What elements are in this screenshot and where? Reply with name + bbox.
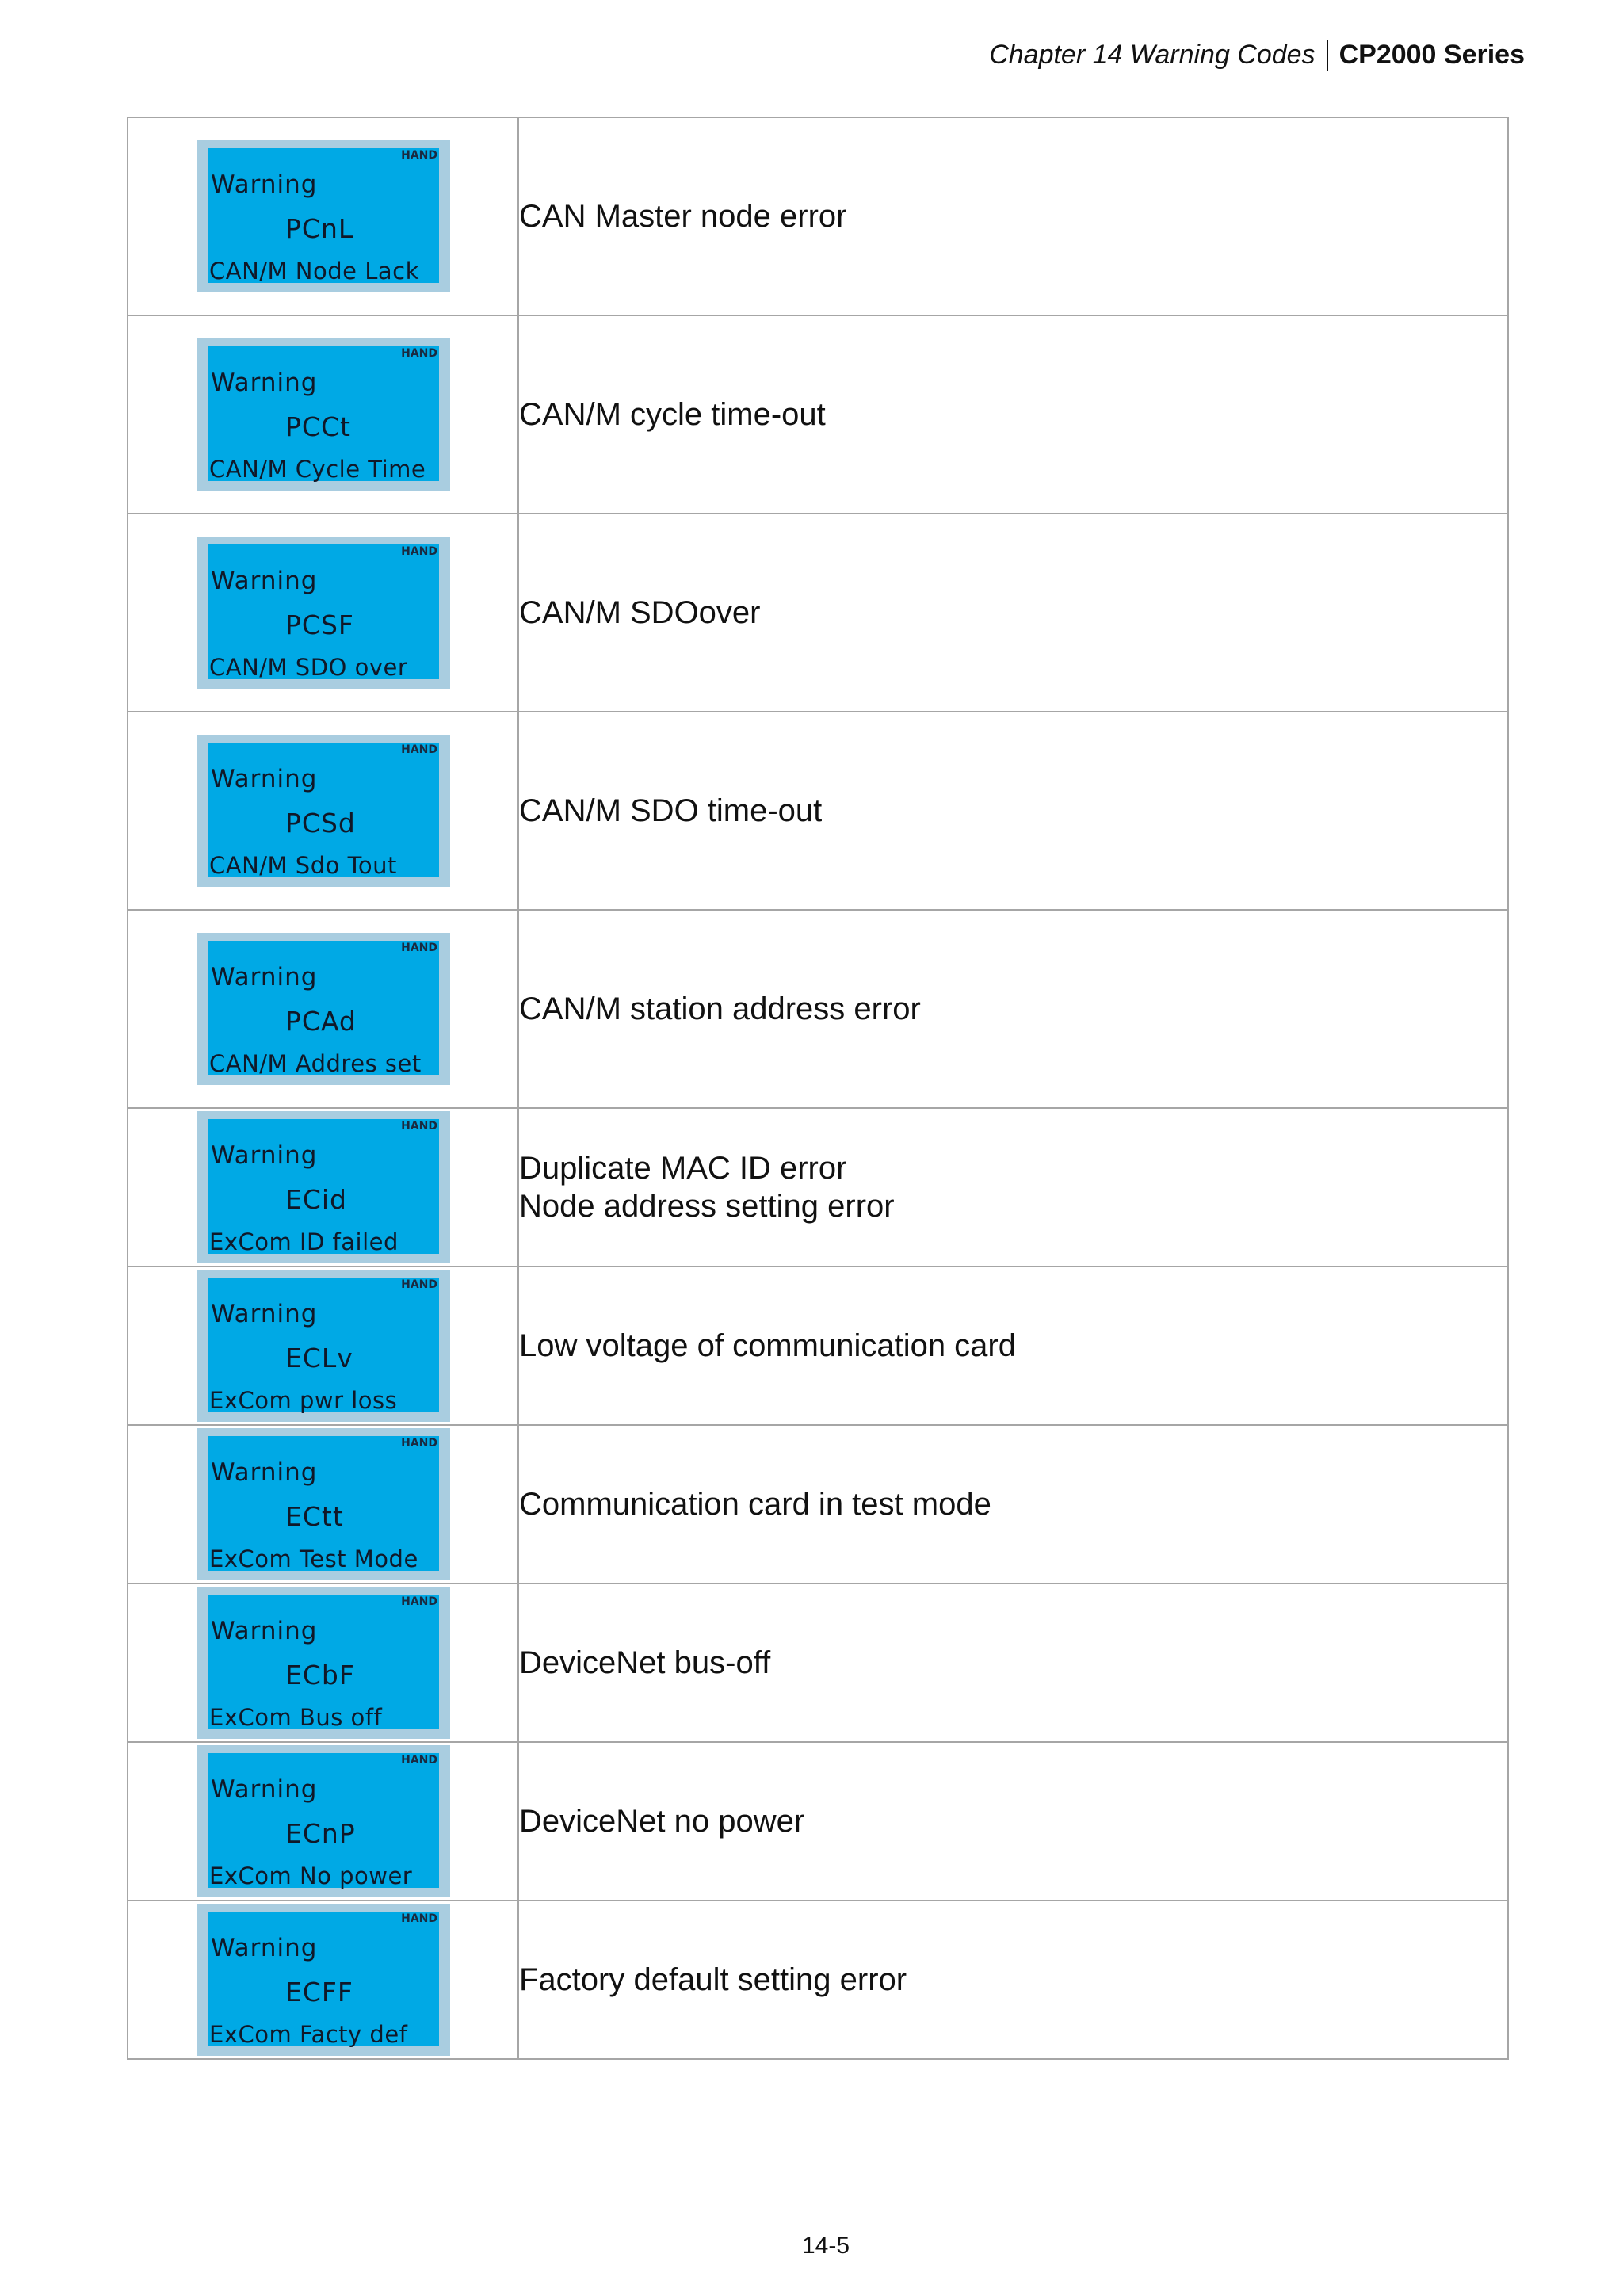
warning-short-description: ExCom Bus off [209, 1704, 383, 1731]
keypad-display-cell [128, 712, 518, 910]
warning-row [128, 1425, 1508, 1584]
screen-line-warning: Warning [211, 369, 318, 397]
keypad-display-cell [128, 1584, 518, 1742]
warning-description: CAN/M station address error [519, 991, 921, 1026]
keypad-screen [208, 941, 439, 1075]
hand-mode-indicator: HAND [401, 149, 437, 162]
keypad-display-cell [128, 1742, 518, 1901]
screen-line-warning: Warning [211, 765, 318, 793]
warning-description: DeviceNet bus-off [519, 1645, 771, 1680]
screen-line-warning: Warning [211, 1934, 318, 1962]
warning-description: CAN/M SDO time-out [519, 793, 823, 828]
hand-mode-indicator: HAND [401, 1912, 437, 1925]
screen-line-warning: Warning [211, 1300, 318, 1328]
warning-code: PCCt [285, 411, 351, 442]
warning-code: PCSF [285, 609, 354, 640]
keypad-screen [208, 544, 439, 679]
keypad-screen [208, 1436, 439, 1571]
warning-description: Communication card in test mode [519, 1487, 991, 1522]
warning-code: ECbF [285, 1660, 355, 1690]
screen-line-warning: Warning [211, 567, 318, 595]
keypad-screen [208, 1119, 439, 1254]
keypad-screen [208, 1278, 439, 1412]
keypad-display [197, 1745, 450, 1897]
header-divider [1327, 40, 1328, 71]
warning-code: ECtt [285, 1501, 344, 1532]
warning-row [128, 1266, 1508, 1425]
warning-description: Duplicate MAC ID error [519, 1151, 847, 1186]
keypad-display-cell [128, 1901, 518, 2059]
keypad-display [197, 1428, 450, 1580]
warning-description-cell [518, 1425, 1508, 1584]
page-header [989, 40, 1525, 71]
keypad-screen [208, 743, 439, 877]
page-number: 14-5 [802, 2233, 850, 2259]
warning-short-description: CAN/M Sdo Tout [209, 852, 397, 879]
keypad-display [197, 537, 450, 689]
warning-code: ECLv [285, 1343, 353, 1373]
warning-description: DeviceNet no power [519, 1804, 805, 1839]
keypad-display [197, 933, 450, 1085]
hand-mode-indicator: HAND [401, 1437, 437, 1450]
warning-description-cell [518, 514, 1508, 712]
warning-code: PCnL [285, 213, 354, 244]
keypad-display-cell [128, 910, 518, 1108]
warning-row [128, 1901, 1508, 2059]
warning-description-cell [518, 1742, 1508, 1901]
warning-code: PCSd [285, 808, 356, 839]
screen-line-warning: Warning [211, 170, 318, 199]
warning-short-description: CAN/M SDO over [209, 654, 408, 681]
hand-mode-indicator: HAND [401, 942, 437, 954]
keypad-screen [208, 1753, 439, 1888]
warning-code: ECnP [285, 1818, 356, 1849]
keypad-display-cell [128, 315, 518, 514]
warning-description: Factory default setting error [519, 1962, 907, 1997]
keypad-display-cell [128, 1266, 518, 1425]
warning-row [128, 1742, 1508, 1901]
warning-description-cell [518, 1901, 1508, 2059]
screen-line-warning: Warning [211, 1617, 318, 1645]
keypad-display [197, 1904, 450, 2056]
warning-code: PCAd [285, 1006, 357, 1037]
keypad-display-cell [128, 1108, 518, 1266]
keypad-display-cell [128, 1425, 518, 1584]
warning-short-description: CAN/M Node Lack [209, 258, 419, 285]
warning-row [128, 117, 1508, 315]
keypad-screen [208, 346, 439, 481]
screen-line-warning: Warning [211, 1458, 318, 1487]
warning-description-cell [518, 1584, 1508, 1742]
warning-description: CAN/M SDOover [519, 595, 761, 630]
chapter-title: Chapter 14 Warning Codes [989, 40, 1316, 70]
warning-short-description: CAN/M Cycle Time [209, 456, 426, 483]
screen-line-warning: Warning [211, 963, 318, 991]
hand-mode-indicator: HAND [401, 743, 437, 756]
warning-short-description: ExCom Facty def [209, 2021, 408, 2048]
keypad-display [197, 140, 450, 292]
warning-description-cell [518, 1266, 1508, 1425]
screen-line-warning: Warning [211, 1141, 318, 1170]
hand-mode-indicator: HAND [401, 347, 437, 360]
warning-short-description: ExCom No power [209, 1862, 413, 1889]
warning-code: ECFF [285, 1977, 353, 2008]
keypad-screen [208, 1912, 439, 2046]
warning-description-cell [518, 1108, 1508, 1266]
keypad-screen [208, 148, 439, 283]
keypad-screen [208, 1595, 439, 1729]
warning-short-description: ExCom ID failed [209, 1228, 399, 1255]
hand-mode-indicator: HAND [401, 1120, 437, 1133]
warning-row [128, 712, 1508, 910]
keypad-display [197, 1270, 450, 1422]
hand-mode-indicator: HAND [401, 1595, 437, 1608]
warning-row [128, 315, 1508, 514]
warning-codes-table [127, 117, 1509, 2060]
keypad-display [197, 1111, 450, 1263]
hand-mode-indicator: HAND [401, 545, 437, 558]
hand-mode-indicator: HAND [401, 1278, 437, 1291]
warning-description: CAN Master node error [519, 199, 847, 234]
series-name: CP2000 Series [1338, 40, 1525, 70]
warning-description-cell [518, 712, 1508, 910]
warning-description: CAN/M cycle time-out [519, 397, 826, 432]
warning-row [128, 1108, 1508, 1266]
warning-description-extra: Node address setting error [519, 1189, 895, 1224]
warning-description-cell [518, 315, 1508, 514]
warning-short-description: CAN/M Addres set [209, 1050, 422, 1077]
warning-short-description: ExCom Test Mode [209, 1545, 418, 1572]
warning-row [128, 910, 1508, 1108]
keypad-display-cell [128, 514, 518, 712]
warning-description: Low voltage of communication card [519, 1328, 1016, 1363]
warning-row [128, 514, 1508, 712]
screen-line-warning: Warning [211, 1775, 318, 1804]
warning-description-cell [518, 117, 1508, 315]
warning-code: ECid [285, 1184, 348, 1215]
warning-row [128, 1584, 1508, 1742]
warning-short-description: ExCom pwr loss [209, 1387, 398, 1414]
keypad-display [197, 1587, 450, 1739]
warning-description-cell [518, 910, 1508, 1108]
hand-mode-indicator: HAND [401, 1754, 437, 1767]
keypad-display [197, 338, 450, 491]
keypad-display [197, 735, 450, 887]
keypad-display-cell [128, 117, 518, 315]
